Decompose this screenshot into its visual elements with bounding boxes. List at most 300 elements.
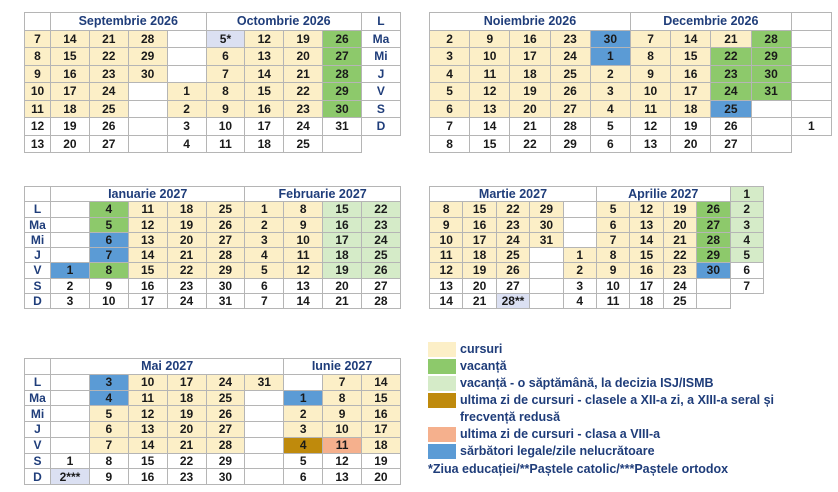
footnote: *Ziua educației/**Paștele catolic/***Paștele ortodox	[428, 462, 729, 476]
date-cell: 15	[129, 454, 168, 470]
month-title: Decembrie 2026	[631, 13, 792, 31]
date-cell: 25	[711, 101, 751, 119]
date-cell: 11	[129, 391, 168, 407]
date-cell: 5	[90, 218, 129, 233]
date-cell: 23	[664, 263, 697, 278]
date-cell: 24	[168, 294, 207, 309]
date-cell: 17	[630, 279, 663, 294]
date-cell: 19	[463, 263, 496, 278]
date-cell: 20	[284, 48, 323, 66]
date-cell: 7	[430, 118, 470, 136]
calendar-block	[429, 12, 832, 153]
empty-cell	[697, 279, 730, 294]
date-cell: 29	[207, 263, 246, 278]
date-cell: 5	[284, 454, 323, 470]
date-cell: 3	[284, 422, 323, 438]
date-cell: 20	[168, 233, 207, 248]
empty-cell	[51, 218, 90, 233]
date-cell: 23	[90, 66, 129, 84]
date-cell: 21	[168, 248, 207, 263]
date-cell: 17	[362, 422, 401, 438]
empty-cell	[245, 422, 284, 438]
date-cell: 26	[697, 202, 730, 217]
empty-cell	[51, 406, 90, 422]
date-cell: 20	[323, 279, 362, 294]
calendar-block	[24, 12, 401, 153]
date-cell: 25	[551, 66, 591, 84]
corner-cell	[25, 359, 51, 375]
date-cell: 18	[671, 101, 711, 119]
date-cell: 20	[463, 279, 496, 294]
date-cell: 21	[90, 31, 129, 49]
date-cell: 11	[323, 438, 362, 454]
date-cell: 3	[564, 279, 597, 294]
empty-cell	[792, 13, 832, 31]
date-cell: 23	[168, 469, 207, 485]
legend-list	[428, 341, 830, 460]
date-cell: 27	[90, 136, 129, 154]
date-cell: 22	[362, 202, 401, 217]
date-cell: 9	[470, 31, 510, 49]
date-cell: 23	[168, 279, 207, 294]
month-title: Aprilie 2027	[597, 187, 731, 202]
date-cell: 16	[129, 279, 168, 294]
date-cell: 25	[207, 391, 246, 407]
date-cell: 4	[90, 202, 129, 217]
legend	[428, 341, 830, 478]
date-cell: 16	[671, 66, 711, 84]
date-cell: 31	[245, 375, 284, 391]
date-cell: 7	[25, 31, 51, 49]
date-cell: 28	[362, 294, 401, 309]
date-cell: 3	[591, 83, 631, 101]
date-cell: 10	[284, 233, 323, 248]
date-cell: 9	[430, 218, 463, 233]
date-cell: 10	[631, 83, 671, 101]
date-cell: 24	[711, 83, 751, 101]
date-cell: 28	[697, 233, 730, 248]
date-cell: 20	[168, 422, 207, 438]
date-cell: 25	[362, 248, 401, 263]
date-cell: 16	[129, 469, 168, 485]
empty-cell	[792, 83, 832, 101]
date-cell: 28	[129, 31, 168, 49]
date-cell: 11	[207, 136, 246, 154]
weekday-label: Mi	[362, 48, 401, 66]
date-cell: 8	[90, 454, 129, 470]
date-cell: 30	[752, 66, 792, 84]
date-cell: 18	[51, 101, 90, 119]
month-title: Septembrie 2026	[51, 13, 207, 31]
date-cell: 19	[168, 218, 207, 233]
date-cell: 22	[90, 48, 129, 66]
empty-cell	[792, 48, 832, 66]
legend-swatch	[428, 427, 456, 442]
empty-cell	[530, 263, 563, 278]
month-title: Noiembrie 2026	[430, 13, 631, 31]
date-cell: 6	[90, 233, 129, 248]
date-cell: 17	[510, 48, 550, 66]
weekday-label: D	[25, 294, 51, 309]
empty-cell	[129, 83, 168, 101]
empty-cell	[51, 248, 90, 263]
weekday-label: Mi	[25, 406, 51, 422]
date-cell: 6	[430, 101, 470, 119]
empty-cell	[792, 31, 832, 49]
date-cell: 3	[168, 118, 207, 136]
date-cell: 9	[284, 218, 323, 233]
date-cell: 8	[284, 202, 323, 217]
empty-cell	[564, 202, 597, 217]
date-cell: 23	[711, 66, 751, 84]
date-cell: 24	[664, 279, 697, 294]
month-title: Octombrie 2026	[207, 13, 363, 31]
date-cell: 27	[362, 279, 401, 294]
weekday-label: S	[25, 279, 51, 294]
date-cell: 3	[731, 218, 764, 233]
weekday-label: V	[25, 263, 51, 278]
date-cell: 20	[671, 136, 711, 154]
date-cell: 13	[129, 233, 168, 248]
weekday-label: Ma	[25, 391, 51, 407]
date-cell: 21	[168, 438, 207, 454]
weekday-label: J	[25, 248, 51, 263]
date-cell: 22	[284, 83, 323, 101]
month-title: Mai 2027	[51, 359, 284, 375]
legend-item	[428, 375, 830, 392]
date-cell: 29	[129, 48, 168, 66]
date-cell: 5	[245, 263, 284, 278]
date-cell: 22	[664, 248, 697, 263]
date-cell: 15	[51, 48, 90, 66]
date-cell: 2	[731, 202, 764, 217]
date-cell: 10	[129, 375, 168, 391]
date-cell: 20	[362, 469, 401, 485]
month-title: Februarie 2027	[245, 187, 401, 202]
date-cell: 29	[551, 136, 591, 154]
date-cell: 19	[51, 118, 90, 136]
date-cell: 18	[362, 438, 401, 454]
date-cell: 27	[497, 279, 530, 294]
date-cell: 25	[497, 248, 530, 263]
date-cell: 3	[51, 294, 90, 309]
date-cell: 13	[25, 136, 51, 154]
date-cell: 2	[564, 263, 597, 278]
calendar-block	[24, 358, 401, 485]
date-cell: 4	[245, 248, 284, 263]
date-cell: 25	[664, 294, 697, 309]
date-cell: 21	[284, 66, 323, 84]
date-cell: 28	[207, 438, 246, 454]
date-cell: 7	[207, 66, 246, 84]
date-cell: 15	[362, 391, 401, 407]
legend-swatch	[428, 376, 456, 391]
date-cell: 26	[207, 406, 246, 422]
empty-cell	[245, 454, 284, 470]
date-cell: 4	[731, 233, 764, 248]
date-cell: 1	[168, 83, 207, 101]
date-cell: 19	[362, 454, 401, 470]
date-cell: 22	[168, 454, 207, 470]
date-cell: 12	[129, 218, 168, 233]
date-cell: 21	[323, 294, 362, 309]
date-cell: 30	[207, 469, 246, 485]
date-cell: 24	[362, 233, 401, 248]
empty-cell	[564, 218, 597, 233]
date-cell: 13	[630, 218, 663, 233]
date-cell: 24	[284, 118, 323, 136]
date-cell: 1	[792, 118, 832, 136]
date-cell: 29	[697, 248, 730, 263]
date-cell: 2	[430, 31, 470, 49]
empty-cell	[51, 438, 90, 454]
date-cell: 3	[245, 233, 284, 248]
legend-item	[428, 392, 830, 426]
date-cell: 19	[671, 118, 711, 136]
date-cell: 11	[25, 101, 51, 119]
legend-label: vacanță	[460, 359, 507, 373]
legend-swatch	[428, 444, 456, 459]
date-cell: 25	[90, 101, 129, 119]
date-cell: 19	[168, 406, 207, 422]
date-cell: 8	[430, 136, 470, 154]
legend-swatch	[428, 342, 456, 357]
legend-item	[428, 443, 830, 460]
date-cell: 8	[25, 48, 51, 66]
date-cell: 2	[245, 218, 284, 233]
date-cell: 12	[323, 454, 362, 470]
date-cell: 13	[129, 422, 168, 438]
date-cell: 1	[564, 248, 597, 263]
date-cell: 2	[591, 66, 631, 84]
date-cell: 22	[510, 136, 550, 154]
empty-cell	[792, 101, 832, 119]
date-cell: 26	[711, 118, 751, 136]
date-cell: 20	[51, 136, 90, 154]
date-cell: 7	[245, 294, 284, 309]
date-cell: 31	[323, 118, 362, 136]
weekday-label: V	[25, 438, 51, 454]
legend-label: cursuri	[460, 342, 503, 356]
date-cell: 1	[51, 263, 90, 278]
date-cell: 10	[90, 294, 129, 309]
corner-cell	[25, 187, 51, 202]
weekday-label: L	[362, 13, 401, 31]
date-cell: 10	[25, 83, 51, 101]
date-cell: 27	[551, 101, 591, 119]
weekday-label: Ma	[362, 31, 401, 49]
legend-label: sărbători legale/zile nelucrătoare	[460, 444, 655, 458]
date-cell: 17	[671, 83, 711, 101]
date-cell: 2	[284, 406, 323, 422]
date-cell: 14	[129, 438, 168, 454]
date-cell: 15	[470, 136, 510, 154]
date-cell: 15	[129, 263, 168, 278]
date-cell: 25	[284, 136, 323, 154]
date-cell: 12	[25, 118, 51, 136]
date-cell: 18	[323, 248, 362, 263]
date-cell: 23	[551, 31, 591, 49]
weekday-label: J	[362, 66, 401, 84]
date-cell: 30	[591, 31, 631, 49]
date-cell: 19	[323, 263, 362, 278]
date-cell: 28	[551, 118, 591, 136]
date-cell: 11	[129, 202, 168, 217]
date-cell: 15	[671, 48, 711, 66]
empty-cell	[129, 136, 168, 154]
date-cell: 13	[284, 279, 323, 294]
date-cell: 12	[470, 83, 510, 101]
date-cell: 13	[631, 136, 671, 154]
date-cell: 16	[463, 218, 496, 233]
date-cell: 25	[207, 202, 246, 217]
date-cell: 19	[284, 31, 323, 49]
date-cell: 16	[51, 66, 90, 84]
date-cell: 24	[207, 375, 246, 391]
date-cell: 14	[671, 31, 711, 49]
date-cell: 8	[323, 391, 362, 407]
date-cell: 18	[245, 136, 284, 154]
empty-cell	[752, 118, 792, 136]
empty-cell	[51, 422, 90, 438]
date-cell: 20	[664, 218, 697, 233]
date-cell: 7	[90, 248, 129, 263]
date-cell: 6	[90, 422, 129, 438]
date-cell: 4	[284, 438, 323, 454]
date-cell: 11	[597, 294, 630, 309]
empty-cell	[51, 233, 90, 248]
date-cell: 20	[510, 101, 550, 119]
date-cell: 27	[207, 233, 246, 248]
date-cell: 9	[323, 406, 362, 422]
weekday-label: D	[362, 118, 401, 136]
date-cell: 29	[752, 48, 792, 66]
date-cell: 27	[711, 136, 751, 154]
date-cell: 18	[510, 66, 550, 84]
date-cell: 6	[731, 263, 764, 278]
date-cell: 8	[430, 202, 463, 217]
date-cell: 14	[470, 118, 510, 136]
empty-cell	[792, 66, 832, 84]
date-cell: 16	[362, 406, 401, 422]
date-cell: 29	[323, 83, 362, 101]
date-cell: 26	[551, 83, 591, 101]
empty-cell	[245, 469, 284, 485]
date-cell: 6	[284, 469, 323, 485]
date-cell: 8	[90, 263, 129, 278]
date-cell: 9	[25, 66, 51, 84]
date-cell: 1	[284, 391, 323, 407]
weekday-label: D	[25, 469, 51, 485]
legend-swatch	[428, 393, 456, 408]
date-cell: 12	[430, 263, 463, 278]
date-cell: 31	[207, 294, 246, 309]
date-cell: 13	[470, 101, 510, 119]
date-cell: 18	[463, 248, 496, 263]
empty-cell	[752, 136, 792, 154]
date-cell: 12	[245, 31, 284, 49]
date-cell: 19	[510, 83, 550, 101]
date-cell: 14	[630, 233, 663, 248]
date-cell: 23	[362, 218, 401, 233]
date-cell: 5	[430, 83, 470, 101]
date-cell: 26	[497, 263, 530, 278]
date-cell: 1	[731, 187, 764, 202]
date-cell: 27	[207, 422, 246, 438]
empty-cell	[168, 31, 207, 49]
date-cell: 1	[51, 454, 90, 470]
date-cell: 14	[284, 294, 323, 309]
date-cell: 12	[631, 118, 671, 136]
date-cell: 31	[530, 233, 563, 248]
date-cell: 13	[430, 279, 463, 294]
date-cell: 4	[430, 66, 470, 84]
empty-cell	[564, 233, 597, 248]
date-cell: 17	[51, 83, 90, 101]
date-cell: 18	[168, 202, 207, 217]
date-cell: 10	[470, 48, 510, 66]
date-cell: 15	[463, 202, 496, 217]
date-cell: 9	[90, 469, 129, 485]
date-cell: 23	[284, 101, 323, 119]
empty-cell	[51, 375, 90, 391]
date-cell: 31	[752, 83, 792, 101]
empty-cell	[129, 101, 168, 119]
date-cell: 8	[631, 48, 671, 66]
weekday-label: J	[25, 422, 51, 438]
empty-cell	[129, 118, 168, 136]
date-cell: 28	[207, 248, 246, 263]
date-cell: 28**	[497, 294, 530, 309]
date-cell: 13	[323, 469, 362, 485]
date-cell: 3	[90, 375, 129, 391]
legend-label: ultima zi de cursuri - clasele a XII-a zi, a XIII-a seral și frecvență redusă	[460, 393, 775, 424]
date-cell: 8	[207, 83, 246, 101]
date-cell: 4	[591, 101, 631, 119]
date-cell: 10	[207, 118, 246, 136]
weekday-label: S	[362, 101, 401, 119]
date-cell: 21	[463, 294, 496, 309]
date-cell: 16	[323, 218, 362, 233]
date-cell: 4	[168, 136, 207, 154]
date-cell: 11	[284, 248, 323, 263]
date-cell: 4	[90, 391, 129, 407]
date-cell: 5	[597, 202, 630, 217]
date-cell: 28	[323, 66, 362, 84]
empty-cell	[245, 406, 284, 422]
date-cell: 15	[630, 248, 663, 263]
date-cell: 14	[245, 66, 284, 84]
empty-cell	[323, 136, 362, 154]
date-cell: 5*	[207, 31, 246, 49]
date-cell: 12	[284, 263, 323, 278]
weekday-label: L	[25, 375, 51, 391]
empty-cell	[245, 391, 284, 407]
date-cell: 15	[323, 202, 362, 217]
date-cell: 17	[168, 375, 207, 391]
date-cell: 30	[697, 263, 730, 278]
date-cell: 5	[731, 248, 764, 263]
date-cell: 10	[323, 422, 362, 438]
empty-cell	[530, 279, 563, 294]
date-cell: 30	[530, 218, 563, 233]
weekday-label: V	[362, 83, 401, 101]
date-cell: 3	[430, 48, 470, 66]
date-cell: 7	[90, 438, 129, 454]
date-cell: 12	[630, 202, 663, 217]
date-cell: 10	[597, 279, 630, 294]
month-title: Martie 2027	[430, 187, 597, 202]
